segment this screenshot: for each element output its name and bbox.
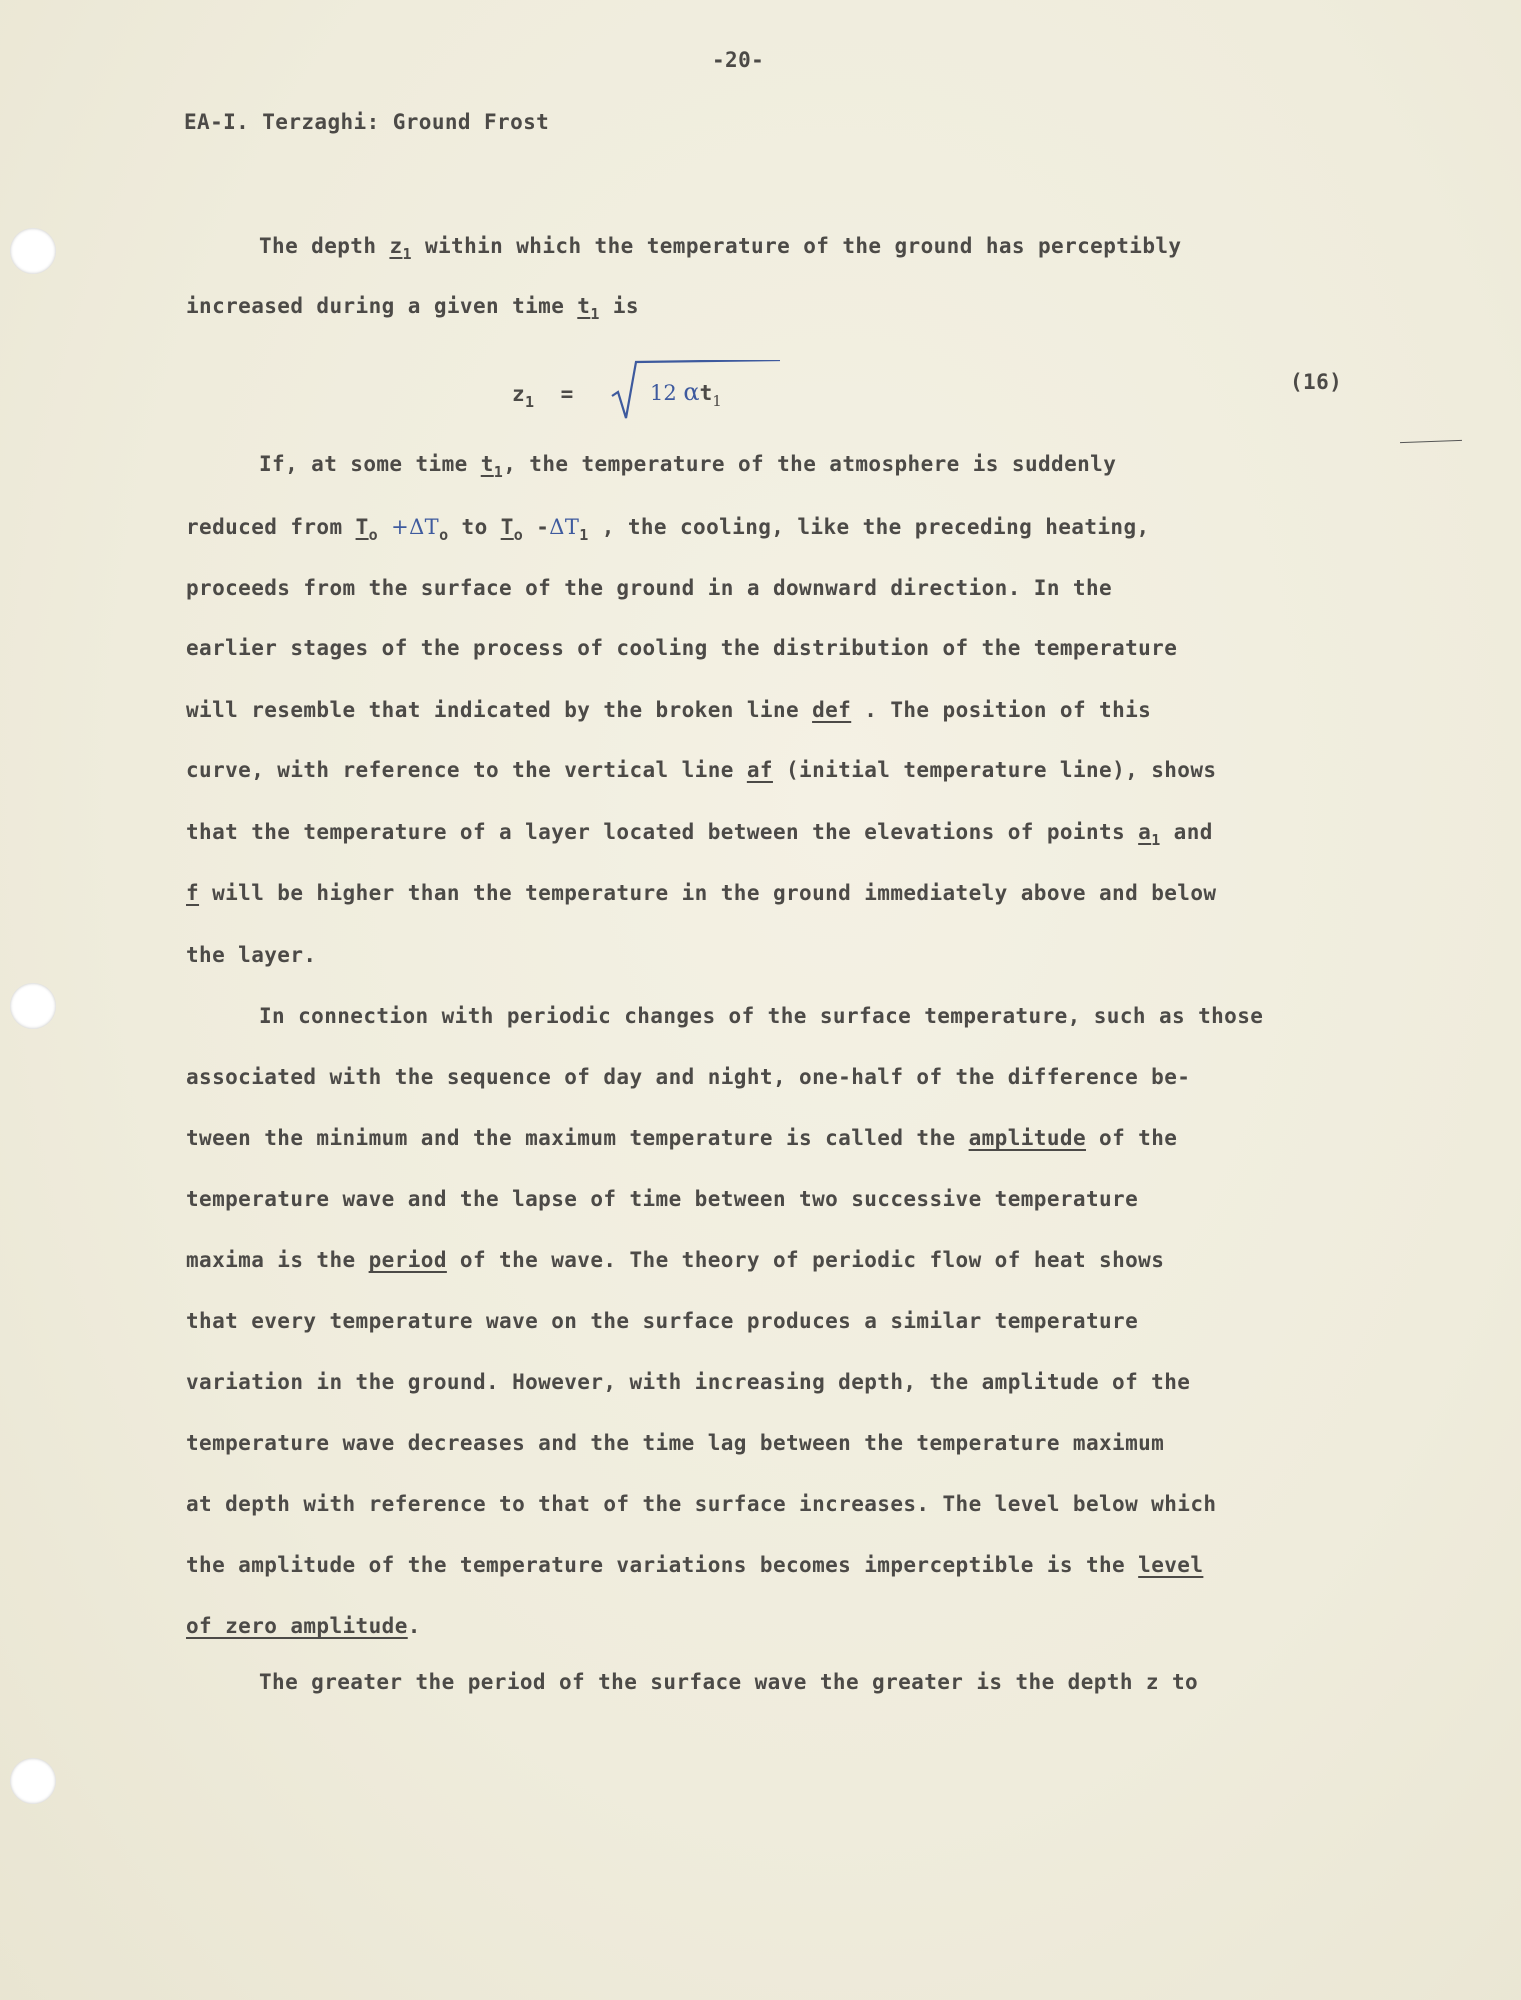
punch-hole: [10, 983, 56, 1029]
text-line: earlier stages of the process of cooling the distribution of the temperature: [186, 636, 1178, 660]
equation-coefficient: 12: [650, 381, 677, 405]
text-line: The depth $z_1$ within which the temperature of the ground has perceptibly: [259, 234, 1182, 263]
text-line: curve, with reference to the vertical line af (initial temperature line), shows: [186, 758, 1217, 782]
text-line: temperature wave and the lapse of time between two successive temperature: [186, 1187, 1139, 1211]
equation-t-sub: 1: [712, 392, 722, 410]
text-line: will resemble that indicated by the broken line def . The position of this: [186, 698, 1152, 722]
alpha-symbol: α: [683, 378, 700, 406]
text-line: maxima is the period of the wave. The theory of periodic flow of heat shows: [186, 1248, 1165, 1272]
punch-hole: [10, 1758, 56, 1804]
text-line: temperature wave decreases and the time lag between the temperature maximum: [186, 1431, 1165, 1455]
text-line: reduced from $T_o +\Delta T_o$ to $T_o$ $-\Delta T_1$ , the cooling, like the preceding heating,: [186, 515, 1150, 544]
text-line: variation in the ground. However, with increasing depth, the amplitude of the: [186, 1370, 1191, 1394]
page-number: -20-: [712, 48, 765, 72]
text-line: The greater the period of the surface wave the greater is the depth z to: [259, 1670, 1199, 1694]
term-af: af: [746, 758, 773, 782]
equation-lhs-sub: 1: [525, 393, 535, 411]
punch-hole: [10, 228, 56, 274]
text-line: the layer.: [186, 943, 317, 967]
equation-t: t: [699, 381, 713, 405]
margin-mark: [1400, 440, 1462, 443]
text-line: proceeds from the surface of the ground in a downward direction. In the: [186, 576, 1113, 600]
text-line: of zero amplitude.: [186, 1614, 421, 1638]
text-line: at depth with reference to that of the surface increases. The level below which: [186, 1492, 1217, 1516]
equation-number: (16): [1290, 370, 1343, 394]
term-amplitude: amplitude: [968, 1126, 1086, 1150]
term-zero-amplitude: of zero amplitude: [186, 1614, 408, 1638]
text-line: In connection with periodic changes of the surface temperature, such as those: [259, 1004, 1264, 1028]
text-line: increased during a given time $t_1$ is: [186, 294, 639, 323]
text-line: associated with the sequence of day and night, one-half of the difference be-: [186, 1065, 1191, 1089]
equation-16: [512, 382, 574, 411]
text-line: that the temperature of a layer located between the elevations of points $a_1$ and: [186, 820, 1213, 849]
running-header: EA-I. Terzaghi: Ground Frost: [184, 110, 550, 134]
equation-lhs: z: [512, 382, 526, 406]
text-line: If, at some time $t_1$, the temperature of the atmosphere is suddenly: [259, 452, 1117, 481]
text-line: tween the minimum and the maximum temperature is called the amplitude of the: [186, 1126, 1178, 1150]
text-line: the amplitude of the temperature variations becomes imperceptible is the level: [186, 1553, 1204, 1577]
text-line: that every temperature wave on the surface produces a similar temperature: [186, 1309, 1139, 1333]
text-line: f will be higher than the temperature in the ground immediately above and below: [186, 881, 1217, 905]
term-period: period: [368, 1248, 447, 1272]
equation-radicand: [650, 378, 722, 410]
term-level: level: [1138, 1553, 1204, 1577]
term-def: def: [812, 698, 852, 722]
equation-equals: =: [560, 382, 574, 406]
